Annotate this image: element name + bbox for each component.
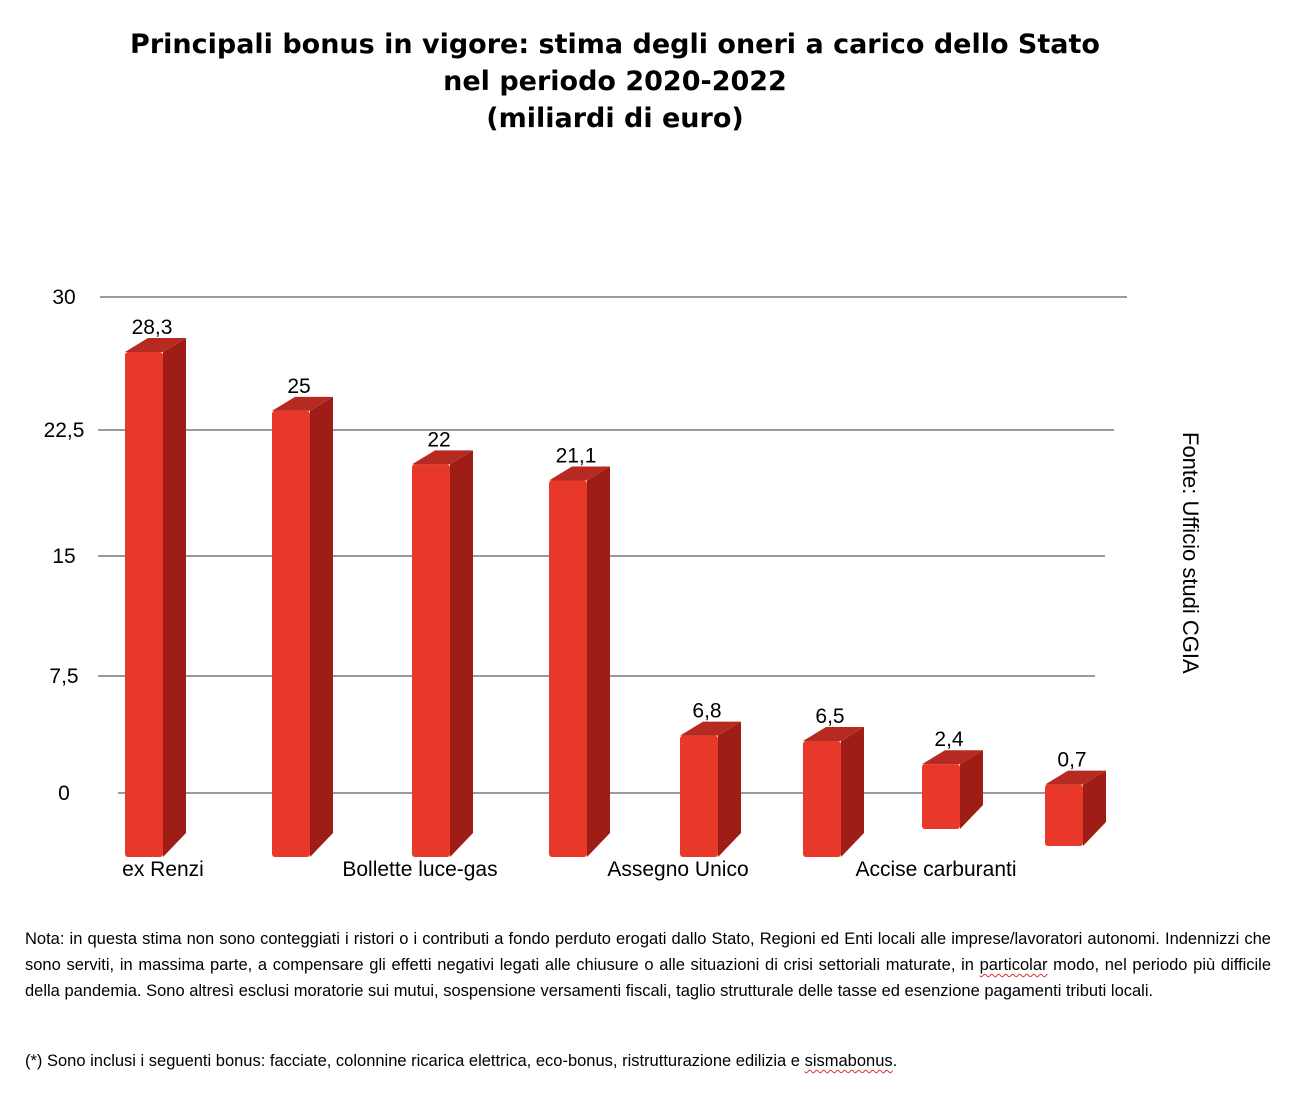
data-label: 21,1	[555, 444, 597, 468]
bar-side	[718, 722, 741, 857]
footnote-text-start: (*) Sono inclusi i seguenti bonus: facciate, colonnine ricarica elettrica, eco-bonus, ristrutturazione edilizia e	[25, 1052, 805, 1070]
data-label: 28,3	[131, 316, 173, 339]
bar	[412, 464, 450, 857]
bar-side	[310, 397, 333, 857]
bar-side	[450, 450, 473, 857]
bar	[272, 411, 310, 857]
data-label: 22	[427, 428, 451, 452]
data-label: 6,8	[692, 699, 722, 723]
title-line-2: nel periodo 2020-2022	[443, 66, 787, 97]
title-line-1: Principali bonus in vigore: stima degli oneri a carico dello Stato	[130, 29, 1100, 60]
x-tick-label: Accise carburanti	[855, 858, 1017, 881]
bar-side	[841, 727, 864, 857]
footnote-flagged-word[interactable]: sismabonus	[804, 1052, 893, 1070]
title-line-3: (miliardi di euro)	[486, 103, 744, 134]
bar	[125, 352, 163, 857]
footnote-text-end: .	[892, 1052, 898, 1070]
source-label: Fonte: Ufficio studi CGIA	[1178, 432, 1203, 674]
note-text-start: Nota: in questa stima non sono conteggiati i ristori o i contributi a fondo perduto erogati dallo Stato, Regioni ed Enti locali alle imprese/lavoratori autonomi. Indennizzi che sono serviti, in massima parte, a compensare gli effetti negativi legati alle chiusure o alle situazioni di crisi settoriali maturate, in	[25, 930, 1271, 974]
bar-side	[163, 338, 186, 857]
y-tick-label: 15	[52, 545, 76, 568]
data-label: 25	[287, 374, 311, 398]
y-tick-label: 0	[58, 782, 70, 805]
x-tick-label: ex Renzi	[122, 858, 204, 881]
bar	[1045, 785, 1083, 846]
footnote	[25, 1048, 1271, 1074]
y-tick-label: 22,5	[43, 419, 85, 442]
data-label: 6,5	[815, 705, 845, 729]
note-text-end: modo, nel periodo più difficile della pandemia. Sono altresì esclusi moratorie sui mutui, sospensione versamenti fiscali, taglio strutturale delle tasse ed esenzione pagamenti tributi locali.	[25, 956, 1272, 1000]
bar	[680, 736, 718, 857]
data-label: 2,4	[934, 728, 964, 752]
bar	[549, 480, 587, 857]
bar	[803, 741, 841, 857]
x-tick-label: Assegno Unico	[607, 858, 749, 881]
bar-side	[587, 466, 610, 857]
x-tick-label: Bollette luce-gas	[342, 858, 498, 881]
y-tick-label: 30	[52, 286, 76, 309]
y-tick-label: 7,5	[49, 665, 79, 688]
note-paragraph	[25, 926, 1271, 1004]
note-flagged-word[interactable]: particolar	[979, 956, 1048, 974]
bar	[922, 764, 960, 829]
data-label: 0,7	[1057, 748, 1087, 772]
